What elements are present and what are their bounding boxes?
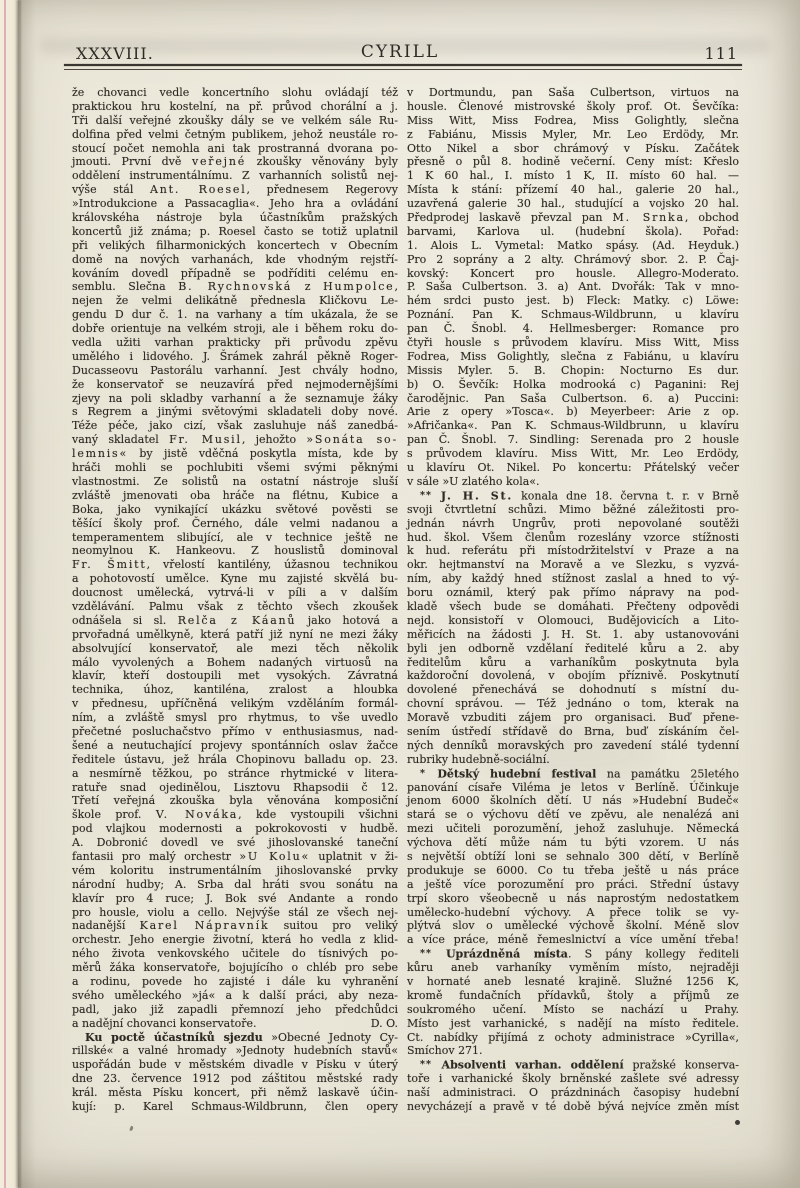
text-line: Arie z opery »Tosca«. b) Meyerbeer: Arie z op.	[407, 405, 739, 419]
text-line: toře i varhanické školy brněnské zašlete své adressy	[407, 1072, 739, 1086]
text-line: s největší obtíží loni se sehnalo 300 dětí, v Berlíně	[407, 849, 739, 863]
text-line: měrů žáka konservatoře, bojujícího o chléb pro sebe	[72, 961, 398, 975]
text-line: a rodinu, povede ho zajisté i dále ku vyhranění	[72, 975, 398, 988]
text-segment: ,	[394, 280, 398, 294]
text-line: Boka, jako vynikající ukázku světové pověsti se	[72, 502, 398, 516]
text-line: temperamentem slibující, ale v technice ještě ne	[72, 530, 398, 544]
text-line	[72, 850, 398, 864]
text-line: u klavíru Ot. Nikel. Po koncertu: Přátelský večer	[407, 461, 739, 475]
text-segment: Předprodej laskavě převzal pan	[407, 211, 613, 225]
text-line: neomylnou K. Hankeovu. Z houslistů dominoval	[72, 544, 398, 558]
text-line: kůru aneb varhaníky vyměním místo, nejraději	[407, 961, 739, 975]
text-line: soukromého učení. Místo se nachází u Prahy.	[407, 1002, 739, 1016]
text-segment: D. O.	[370, 1016, 398, 1030]
text-line: Otto Nikel a sbor chrámový v Písku. Začátek	[407, 141, 739, 155]
text-line: barvami, Karlova ul. (hudební škola). Pořad:	[407, 224, 739, 238]
text-segment: Dětský hudební festival	[437, 767, 597, 781]
pink-edge-line	[4, 0, 6, 1188]
text-segment: veřejné	[191, 155, 247, 169]
text-segment: , kde vystoupili všichni	[238, 808, 398, 822]
text-segment: , obchod	[684, 211, 739, 225]
text-line	[72, 558, 398, 572]
text-segment: Absolventi varhan. oddělení	[441, 1058, 624, 1072]
text-line: absolvující konservatoř, ale mezi těch několik	[72, 641, 398, 655]
text-line: hém srdci pusto jest. b) Fleck: Matky. c) Löwe:	[407, 294, 739, 308]
text-line: produkuje se 6000. Co tu třeba ještě u nás práce	[407, 863, 739, 877]
text-line: umělecko-hudební výchovy. A přece tolik se vy-	[407, 905, 739, 919]
text-line: dobře orientuje na velkém stroji, ale i během roku do-	[72, 322, 398, 336]
text-line: technika, úhoz, kantiléna, zralost a hloubka	[72, 683, 398, 697]
text-line: ředitelům kůru a varhaníkům poskytnuta byla	[407, 655, 739, 669]
text-segment: »Sonáta so-	[306, 433, 399, 447]
text-line: jednán návrh Ungrův, proti nepovolané soutěži	[407, 516, 739, 530]
text-line: s Regrem a jinými světovými skladateli doby nové.	[72, 405, 398, 419]
text-line	[407, 1058, 739, 1072]
text-line: boru oznámil, který pak přímo nápravy na pod-	[407, 586, 739, 600]
text-line: b) O. Ševčík: Holka modrooká c) Paganini: Rej	[407, 377, 739, 391]
text-line: panování císaře Viléma je letos v Berlíně. Účinkuje	[407, 780, 739, 794]
text-line: pan Č. Šnobl. 4. Hellmesberger: Romance pro	[407, 322, 739, 336]
text-line: královskéha nástroje byla účastníkům pražských	[72, 211, 398, 225]
text-line: málo vyvolených a Bohem nadaných virtuosů na	[72, 655, 398, 669]
text-line: Fodrea, Miss Golightly, slečna z Fabiánu, u klavíru	[407, 349, 739, 363]
text-line	[72, 433, 398, 447]
text-line: svého uměleckého »já« a k další práci, aby neza-	[72, 988, 398, 1002]
text-line: král. města Písku koncert, při němž laskavě účin-	[72, 1086, 398, 1100]
text-line: okr. hejtmanství na Moravě a ve Slezku, s vyzvá-	[407, 558, 739, 572]
text-line: ného života venkovského učitele do tísnivých po-	[72, 947, 398, 961]
text-line: hud. škol. Všem členům rozeslány vzorce stížnosti	[407, 530, 739, 544]
text-line: v přednesu, upříčněná velikým vzděláním formál-	[72, 697, 398, 711]
text-segment: jako hotová a	[296, 613, 398, 627]
text-line: kováním dovedl případně se podříditi celému en-	[72, 266, 398, 280]
text-line: dolfina před velmi četným publikem, jehož neustále ro-	[72, 127, 398, 141]
text-line: ředitele ústavu, jež hrála Chopinovu balladu op. 23.	[72, 752, 398, 766]
text-line: z Fabiánu, Missis Myler, Mr. Leo Erdödy, Mr.	[407, 127, 739, 141]
text-line: Missis Myler. 5. B. Chopin: Nocturno Es dur.	[407, 363, 739, 377]
text-line: stará se o výchovu dětí ve zpěvu, ale nenalézá ani	[407, 808, 739, 822]
text-line	[407, 947, 739, 961]
text-segment: na památku 25letého	[596, 767, 739, 781]
text-line: gendu D dur č. 1. na varhany a tím ukázala, že se	[72, 308, 398, 322]
text-line: klavír, kteří dostoupili met vysokých. Závratná	[72, 669, 398, 683]
text-line: jenom 6000 školních dětí. U nás »Hudební Budeč«	[407, 794, 739, 808]
text-line: těšící školy prof. Černého, dále velmi nadanou a	[72, 516, 398, 530]
text-segment: »Obecné Jednoty Cy-	[262, 1030, 398, 1044]
text-segment: a nadějní chovanci konservatoře.	[72, 1016, 257, 1030]
text-segment: , jehožto	[241, 433, 307, 447]
text-line: prvořadná umělkyně, která patří již nyní ne mezi žáky	[72, 627, 398, 641]
text-line: čtyři housle s průvodem klavíru. Miss Witt, Miss	[407, 336, 739, 350]
text-column-left	[72, 86, 398, 1114]
text-line: »Introdukcione a Passacaglia«. Jeho hra a ovládání	[72, 197, 398, 211]
text-line: ratuře snad ojedinělou, Lisztovu Rhapsodii č 12.	[72, 780, 398, 794]
text-line: vlastnostmi. Ze solistů na ostatní nástroje sluší	[72, 474, 398, 488]
text-line: zjevy na poli skladby varhanní a že seznamuje žáky	[72, 391, 398, 405]
text-line: pod vlajkou modernosti a pokrokovosti v hudbě.	[72, 822, 398, 836]
text-line: klavír pro 4 ruce; J. Bok své Andante a rondo	[72, 891, 398, 905]
text-line: doucnost umělecká, vytrvá-li v píli a v dalším	[72, 586, 398, 600]
text-line: Místa k stání: přízemí 40 hal., galerie 20 hal.,	[407, 183, 739, 197]
text-line: kladě všech bude se domáhati. Přečteny odpovědi	[407, 599, 739, 613]
text-line: ním, a zvláště smysl pro rhytmus, to vše uvedlo	[72, 711, 398, 725]
text-line: housle. Členové mistrovské školy prof. Ot. Ševčíka:	[407, 99, 739, 113]
text-segment: vaný skladatel	[72, 433, 170, 447]
text-line	[407, 489, 739, 503]
text-segment: Ku poctě účastníků sjezdu	[85, 1030, 263, 1044]
text-line: kovský: Koncert pro housle. Allegro-Moderato.	[407, 266, 739, 280]
text-line: Moravě vzbuditi zájem pro organisaci. Buď přene-	[407, 711, 739, 725]
text-line	[407, 753, 739, 767]
text-segment: zkoušky věnovány byly	[246, 155, 398, 169]
text-segment: Ant. Roesel	[150, 183, 247, 197]
text-segment: odnášela si sl.	[72, 613, 178, 627]
text-line: plýtvá slov o umělecké výchově školní. Méně slov	[407, 919, 739, 933]
text-segment: semblu. Slečna	[72, 280, 179, 294]
ink-dot	[735, 1120, 740, 1125]
text-segment: B. Rychnovská	[178, 280, 293, 294]
text-segment: výše stál	[72, 183, 151, 197]
text-line: mezi učiteli porozumění, jehož zasluhuje. Německá	[407, 822, 739, 836]
text-line: oddělení instrumentálnímu. Z varhanních solistů nej-	[72, 169, 398, 183]
text-line: vém koloritu instrumentálním jihoslovanské prvky	[72, 863, 398, 877]
text-line	[72, 614, 398, 628]
text-segment: škole prof.	[72, 808, 156, 822]
text-line: v Dortmundu, pan Saša Culbertson, virtuos na	[407, 86, 739, 99]
text-line: hráči mohli se pochlubiti všemi svými pěknými	[72, 461, 398, 475]
text-line: přečetné posluchačstvo přímo v enthusiasmus, nad-	[72, 724, 398, 738]
text-line: že konservatoř se neuzavírá před nejmodernějšími	[72, 377, 398, 391]
text-line	[72, 280, 398, 294]
text-line: a pohotovostí umělce. Kyne mu zajisté skvělá bu-	[72, 572, 398, 586]
text-line: Téže péče, jako cizí, však zasluhuje náš zanedbá-	[72, 419, 398, 433]
text-line: nejd. konsistoří v Olomouci, Budějovicích a Lito-	[407, 613, 739, 627]
text-line: umělého i lidového. J. Šrámek zahrál pěkně Roger-	[72, 349, 398, 363]
header-rule-thick	[64, 64, 742, 66]
text-line: Ducasseovu Pastorálu varhanní. Jest chvály hodno,	[72, 363, 398, 377]
text-line: trpí skoro všeobecně u nás naprostým nedostatkem	[407, 891, 739, 905]
text-line: čarodějnic. Pan Saša Culbertson. 6. a) Puccini:	[407, 391, 739, 405]
text-segment: Relča z Káanů	[177, 613, 297, 627]
text-line: při velikých filharmonických koncertech v Obecním	[72, 238, 398, 252]
text-line	[72, 155, 398, 169]
text-segment: Fr. Šmitt	[72, 558, 147, 572]
text-line: a nesmírně těžkou, po stránce rhytmické v litera-	[72, 766, 398, 780]
text-line: padl, jako již zapadli přemnozí jeho předchůdci	[72, 1002, 398, 1016]
text-line: kují: p. Karel Schmaus-Wildbrunn, člen opery	[72, 1100, 398, 1114]
text-line: nevycházejí a pravě v té době bývá nejvíce změn míst	[407, 1100, 739, 1114]
text-segment: Humpolce	[323, 280, 395, 294]
text-segment: M. Srnka	[612, 211, 685, 225]
text-segment: jmouti. První dvě	[72, 155, 192, 169]
text-line: šené a neutuchající projevy spontánních oslav žačce	[72, 738, 398, 752]
text-line: rillské« a valné hromady »Jednoty hudebních stavů«	[72, 1044, 398, 1058]
text-line: uspořádán bude v městském divadle v Písku v úterý	[72, 1058, 398, 1072]
text-line: byli jen odborně vzdělaní ředitelé kůru a 2. aby	[407, 641, 739, 655]
text-segment: . S pány kollegy řediteli	[567, 947, 739, 961]
text-segment: Smíchov 271.	[407, 1044, 483, 1058]
journal-title: CYRILL	[360, 42, 440, 62]
volume-number: XXXVIII.	[76, 44, 154, 63]
text-line: pro housle, violu a cello. Nejvýše stál ze všech nej-	[72, 905, 398, 919]
text-segment: by jistě vděčná poskytla místa, kde by	[128, 447, 398, 461]
text-line: k hud. referátu při místodržitelství v Praze a na	[407, 544, 739, 558]
text-line: uzavřená galerie 30 hal., studující a vojsko 20 hal.	[407, 197, 739, 211]
text-line: praktickou hru kostelní, na př. průvod chorální a j.	[72, 99, 398, 113]
text-line: a více práce, méně řemeslnictví a více umění třeba!	[407, 933, 739, 947]
text-line	[407, 1044, 739, 1058]
text-line	[72, 808, 398, 822]
text-segment: »U Kolu«	[239, 849, 311, 863]
text-line	[72, 1017, 398, 1031]
text-line: P. Saša Culbertson. 3. a) Ant. Dvořák: Tak v mno-	[407, 280, 739, 294]
text-line: »Afričanka«. Pan K. Schmaus-Wildbrunn, u klavíru	[407, 419, 739, 433]
text-line: 1 K 60 hal., I. místo 1 K, II. místo 60 hal. —	[407, 169, 739, 183]
text-line: sením ústředí střídavě do Brna, buď získáním čel-	[407, 724, 739, 738]
text-line: každoroční dovolená, v obojím příznivě. Poskytnutí	[407, 669, 739, 683]
text-line: svoji čtvrtletní schůzi. Mimo běžné záležitosti pro-	[407, 502, 739, 516]
text-line: Pro 2 soprány a 2 alty. Chrámový sbor. 2. P. Čaj-	[407, 252, 739, 266]
text-line: národní hudby; A. Srba dal hráti svou sonátu na	[72, 877, 398, 891]
text-line: ním, aby každý hned stížnost zaslal a hned to vý-	[407, 572, 739, 586]
page-number: 111	[704, 44, 738, 63]
text-line: Třetí veřejná zkouška byla věnována komposiční	[72, 794, 398, 808]
text-segment: suitou pro veliký	[269, 919, 398, 933]
text-line: naší administraci. O prázdninách časopisy hudební	[407, 1086, 739, 1100]
text-segment: , přednesem Regerovy	[246, 183, 398, 197]
crease-shadow	[20, 0, 36, 1188]
text-line: dovolené přenechává se dohodnutí s místní du-	[407, 683, 739, 697]
text-segment: **	[420, 948, 446, 960]
text-segment: **	[420, 1059, 442, 1071]
text-line: vedla užiti varhan prakticky při průvodu zpěvu	[72, 336, 398, 350]
header-rule-thin	[64, 69, 742, 70]
text-segment: V. Nováka	[155, 808, 239, 822]
text-line: domě na nových varhanách, kde vhodným rejstří-	[72, 252, 398, 266]
text-line: Tři další veřejné zkoušky dály se ve velkém sále Ru-	[72, 113, 398, 127]
text-segment: uplatnit v ži-	[310, 849, 398, 863]
text-line	[407, 211, 739, 225]
text-line: chovní správou. — Též jednáno o tom, kterak na	[407, 697, 739, 711]
text-line: nejen že velmi delikátně přednesla Kličkovu Le-	[72, 294, 398, 308]
text-segment: Fr. Musil	[169, 433, 242, 447]
text-column-right	[407, 86, 739, 1114]
text-segment: *	[420, 767, 438, 779]
text-line: dne 23. července 1912 pod záštitou městské rady	[72, 1072, 398, 1086]
text-segment: z	[292, 280, 324, 294]
text-segment: Karel Nápravník	[139, 919, 270, 933]
text-line: koncertů již známa; p. Roesel často se totiž uplatnil	[72, 224, 398, 238]
text-line	[72, 183, 398, 197]
text-line: zvláště jmenovati oba hráče na flétnu, Kubice a	[72, 488, 398, 502]
text-line: a ještě více porozumění pro práci. Střední ústavy	[407, 877, 739, 891]
text-segment: lemnis«	[72, 447, 129, 461]
text-segment: pražské konserva-	[623, 1058, 739, 1072]
text-line: 1. Alois L. Vymetal: Matko spásy. (Ad. Heyduk.)	[407, 238, 739, 252]
text-line: Poznání. Pan K. Schmaus-Wildbrunn, u klavíru	[407, 308, 739, 322]
text-segment: rubriky hudebně-sociální.	[407, 752, 550, 766]
text-line: kromě fundačních přídavků, štoly a příjmů ze	[407, 988, 739, 1002]
text-line: Místo jest varhanické, s nadějí na místo ředitele.	[407, 1016, 739, 1030]
text-line: stoucí počet nemohla ani tak prostranná dvorana po-	[72, 141, 398, 155]
text-line: orchestr. Jeho energie životní, která ho vedla z klid-	[72, 933, 398, 947]
text-line: v hornaté aneb lesnaté krajině. Služné 1256 K,	[407, 975, 739, 988]
text-segment: fantasii pro malý orchestr	[72, 849, 240, 863]
text-segment: konala dne 18. června t. r. v Brně	[513, 489, 739, 503]
text-line: že chovanci vedle koncertního slohu ovládají též	[72, 86, 398, 99]
text-line: přesně o půl 8. hodině večerní. Ceny míst: Křeslo	[407, 155, 739, 169]
text-line: ných denníků moravských pro zavedení stálé tydenní	[407, 738, 739, 752]
text-line: A. Dobronić dovedl ve své jihoslovanské taneční	[72, 836, 398, 850]
text-line: Miss Witt, Miss Fodrea, Miss Golightly, slečna	[407, 113, 739, 127]
text-line: pan Č. Šnobl. 7. Sindling: Serenada pro 2 housle	[407, 433, 739, 447]
text-line	[72, 1031, 398, 1045]
text-segment: J. H. St.	[440, 489, 514, 503]
text-line: s průvodem klavíru. Miss Witt, Mr. Leo Erdödy,	[407, 447, 739, 461]
text-line: vzdělávání. Palmu však z těchto všech zkoušek	[72, 599, 398, 613]
text-line	[72, 447, 398, 461]
text-segment: nadanější	[72, 919, 140, 933]
text-line: měřicích na žádosti J. H. St. 1. aby ustanovováni	[407, 627, 739, 641]
text-line	[407, 767, 739, 781]
text-line	[72, 919, 398, 933]
text-line: výchova dětí může nám tu býti vzorem. U nás	[407, 836, 739, 850]
text-segment: , vřelostí kantilény, úžasnou technikou	[146, 558, 399, 572]
ink-speck	[129, 1126, 134, 1132]
text-line: Ct. nabídky přijímá z ochoty administrace »Cyrilla«,	[407, 1030, 739, 1044]
text-segment: Uprázdněná místa	[445, 947, 568, 961]
text-segment: **	[420, 489, 441, 501]
text-line	[407, 475, 739, 489]
text-segment: v sále »U zlatého kola«.	[407, 474, 540, 488]
